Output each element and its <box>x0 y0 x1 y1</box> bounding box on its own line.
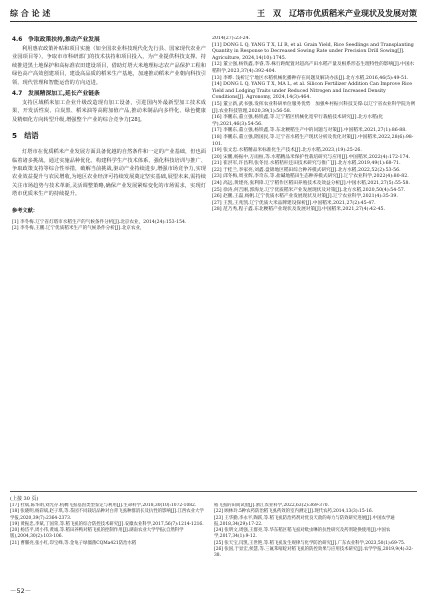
reference-item: 2014(27):23-24. <box>212 36 251 41</box>
reference-item: [27] 王凯,王兆凯.辽宁优质大米品牌建设探析[J].中国稻米,2021,27(2):45-47. <box>212 200 376 206</box>
reference-item: [17] 李鹏东,董立强,杨铁鑫,等.东北粳稻生产中的问题与对策[J].中国稻米,2021,27(1):86-88. <box>212 128 407 134</box>
reference-item: [21] 曹馨亮,张小红,印宝峰,等.金龟子绿僵菌CQMa421防治水稻 <box>10 540 137 546</box>
reference-item: [25] 徐涛,何吉刚,郭海龙.辽宁优质稻米产业发展现状及对策[J].北方水稻,2020,50(4):54-57. <box>212 187 406 193</box>
reference-item: [23] 邱冬梅,周亚辉,李奇东,等.盐碱地稻田生态种养模式研究[J].辽宁农业科学,2022(4):80-82. <box>212 174 409 180</box>
reference-item: [15] 董立新,武书强.发挥农业科研单位服务优势 加强乡村振兴科技支撑:以辽宁省农业科学院为例[J].农业科技管理,2020,39(1):56-58. <box>212 101 416 114</box>
left-column <box>12 36 206 488</box>
section-4-6-body: 利用惠农政策补贴和项目实施（如全国农业科技现代化先行县、国家现代农业产业园项目等），争取市市科研部门的技术扶持和项目投入，为产业提供科技支撑。持续推进黑土地保护和高标准农田建设项目，借助灯塔大米地理标志农产品保护工程和绿色高产高效创建项目，建设高品质的稻米生产基地，加速推动稻米产业朝向科技引领、现代管理和智能运营的方向迈进。 <box>12 46 206 86</box>
running-header <box>10 7 417 19</box>
continued-right-column <box>214 503 417 560</box>
section-label: 综 合 论 述 <box>10 8 51 18</box>
reference-item: [18] 李鹏东,董立强,隋国民,等.辽宁省水稻生产现状分析及优化对策[J].中国稻米,2022,28(6):98-101. <box>212 134 414 147</box>
header-rule <box>10 21 417 22</box>
section-5-body: 灯塔市在优质稻米产业发展方面具备优越的自然条件和一定的产业基础，但也面临着诸多挑战。通过实施品种优化、构建科学生产技术体系、强化科技培训与推广、争取政策支持等综合性举措，破解当前挑战,驱动产业持续进步,增强市场竞争力,实现农业效益提升与农民增收,为地区农业经济可持续发展奠定坚实基础,展望未来,需持续关注市场趋势与技术革新,灵活调整策略,确保产业发展紧贴变化的市场需求，实现灯塔市优质米生产的持续提升。 <box>12 149 206 198</box>
reference-item: [18] 张晓明,杨彩斌,赵子琪,等.茶园不同栽培品种对白背飞虱种群消长及抗性的影响[J].江西农业大学学报,2020,39(7):2364-2373. <box>10 509 204 521</box>
footer-divider <box>10 491 417 492</box>
reference-item: [17] 杜斌,陈华朗,刘光存.杭稠飞虱基因类型鉴定与利用[J].生命科学,2018,30(10):1072-1082. <box>10 503 197 508</box>
reference-item: [24] 高远,黄建亮,张利锋.辽宁稻作区稻田养殖技术及效益分析[J].中国水稻,2021,27(5):55-58. <box>212 181 410 187</box>
section-4-7-body: 支持区域稻米加工企业升级改造现有加工设备，引进国内外最新型加工技术成果，开发活性炭、白炭黑、稻米油等高附加值产品,推动米制品向多样化、绿色健康及精细化方向转型升级,增强整个产业的综合竞争力[28]。 <box>12 100 206 123</box>
reference-item: [19] 张文忠.水稻精品米标准化生产技术[J].北方水稻,2023,(19):25-26. <box>212 148 362 154</box>
section-5-heading: 5 结语 <box>12 131 39 141</box>
continued-left-column <box>10 503 206 547</box>
reference-item: 稻飞虱的田间试验[J].浙江农业科学,2022,63(2):369-370. <box>214 503 329 508</box>
reference-item: [11] DONG L Q, YANG T X, LI R, et al. Grain Yield, Rice Seedlings and Transplanting Quantity in Response to Decreased Sowing Rate under Precision Drill Sowing[J]. Agriculture, 2024,14(10):1745. <box>212 42 414 61</box>
right-column <box>212 36 417 488</box>
reference-item: [25] 张天宝,闫凯,王世艳,等.稻飞虱发生规律与化学防治研究[J].广东农业科学,2023,50(1):69-75. <box>214 540 406 546</box>
continued-references <box>10 495 417 559</box>
section-4-7-heading: 4.7 发展精深加工,延长产业链条 <box>12 91 100 98</box>
continued-from-label: (上接 30 页) <box>10 496 39 502</box>
reference-item: [24] 张明文,周强,王群亮,等.华东稻区稻飞虱对吡虫啉的抗性研究及药剂轮换使用[J].中国农学,2017,34(1):9-12. <box>214 528 391 540</box>
reference-item: [16] 李鹏东,董立强,杨铁鑫,等.辽宁稻区机械化宽窄行栽植技术研究[J].北方水稻(化学),2021,46(3):54-56. <box>212 115 384 127</box>
reference-item: [21] 崔洪军,许昌利,张冬昆.水稻秸秆还田技术研究与推广[J].北方水稻,2019,49(1):68-71. <box>212 161 401 167</box>
references-heading: 参考文献： <box>12 207 38 214</box>
reference-item: [22] 于桂兰,李家亮,刘鑫.盘锦地区稻田综合种养模式研究[J].北方水稻,2022,52(2):53-56. <box>212 167 401 173</box>
reference-item: [26] 张国,于显宏,侯慧,等.三氟苯嘧啶对稻飞虱的防控效果与应用技术研究[J].农学学报,2019,9(4):32-38. <box>214 547 413 559</box>
reference-item: [19] 黄振忠,李斌,丁国荣,等.稻飞虱的综合防控技术研究[J].安徽农业科学,2017,56(7):1214-1216. <box>10 521 204 527</box>
reference-item: [13] 李晔. 浅析辽宁地区水稻机械化播种存在问题及解决办法[J].北方水稻,2016,46(5):49-51. <box>212 75 409 81</box>
reference-item: [1] 李冬梅.辽宁省灯塔市水稻生产的气候条件分析[J].北京农业，2014(24):153-154. <box>12 219 187 225</box>
reference-item: [20] 宋鹏,杨振中,万雨桓,等.水稻精品米保护性栽培研究与应用[J].中国稻米,2022(4):172-174. <box>212 154 410 160</box>
reference-item: [23] 王华勤,李永平,陶跃,等.稻飞虱防治药剂对优良天敌的毒力与防效研究进展[J].中国农学通报,2018,34(29):17-22. <box>214 515 395 527</box>
reference-item: [2] 李冬梅,王鹏.辽宁优质稻米生产的气候条件分析[J].北京农业， <box>12 226 145 232</box>
reference-item: [14] DONG L Q, YANG T X, MA L, et al. Silicon Fertilizer Addition Can Improve Rice Yield and Lodging Traits under Reduced Nitrogen and Increased Density Conditions[J]. Agronomy, 2024,14(3):464. <box>212 82 413 101</box>
page-number: －52－ <box>10 587 32 595</box>
reference-item: [28] 范乃秀,程子鑫.东北粳稻产业现状及发展对策[J].中国稻米,2021,27(4):42-45. <box>212 207 386 213</box>
section-4-6-heading: 4.6 争取政策扶持,推动产业发展 <box>12 37 100 43</box>
article-running-title: 王 双 辽塔市优质稻米产业现状及发展对策 <box>257 8 417 18</box>
reference-item: [26] 赵鹏,王磊,杨帆.辽宁优质水稻产业发展现状及对策[J].辽宁农业科学,2021(4):35-39. <box>212 194 398 200</box>
reference-item: [12] 董立强,杨铁鑫,李睿,等.株行距配置对超高产田水稻产量及根系形态生理特性的影响[J].中国水稻科学,2023,37(4):392-404. <box>212 62 415 74</box>
reference-item: [22] 顾林玲.5种农药防治稻飞虱药效的室内测定[J].现代农药,2014,13(3):15-16. <box>214 509 374 515</box>
reference-item: [20] 杨岱平,周小伟,黄诚,等.稻田养鸭对稻飞虱的控制作用[J].湖南农业大学学报(自然科学版),2004,30(2):103-106. <box>10 528 184 540</box>
